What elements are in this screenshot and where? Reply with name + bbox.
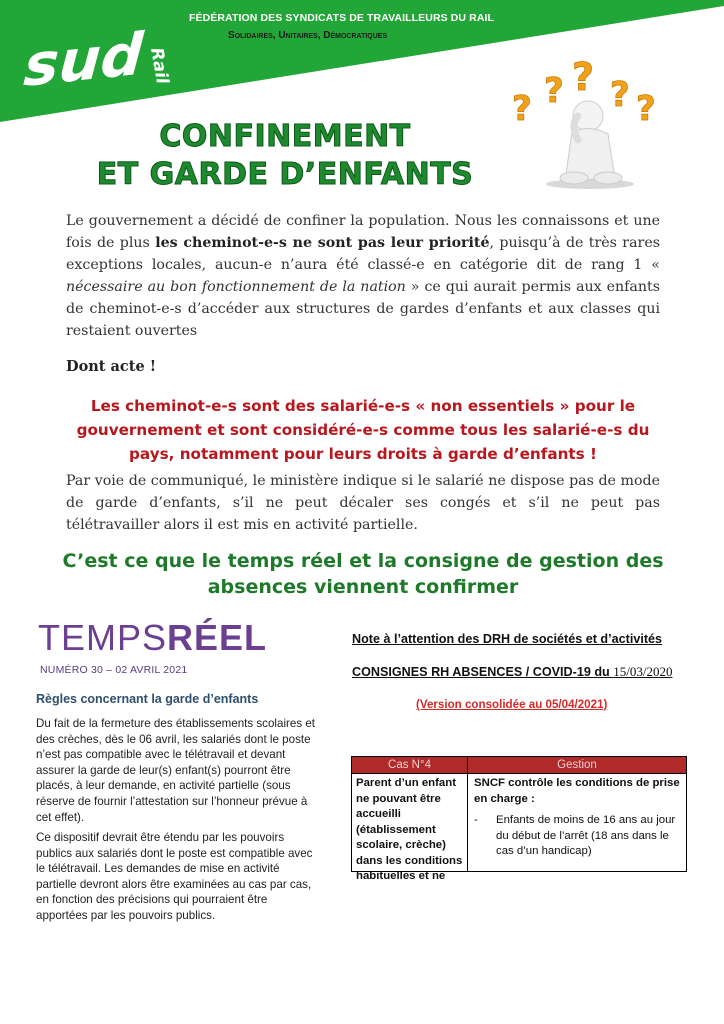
svg-text:?: ? [636,89,656,129]
note-title: Note à l’attention des DRH de sociétés et d’activités [352,632,663,646]
intro-bold: les cheminot-e-s ne sont pas leur priorité [155,235,490,251]
ministry-paragraph: Par voie de communiqué, le ministère indique si le salarié ne dispose pas de mode de garde d’enfants, s’il ne peut décaler ses congés et s’il ne peut pas télétravailler alors il est mis en activité partielle. [66,473,660,533]
temps-reel-logo [38,618,267,658]
temps-reel-issue: NUMÉRO 30 – 02 AVRIL 2021 [40,664,188,676]
intro-text-2: , puisqu’à de très rares exceptions locales, aucun-e n’aura été classé-e en catégorie dit de rang 1 « [66,235,661,273]
consignes-label: CONSIGNES RH ABSENCES / COVID-19 du [352,665,614,679]
dont-acte: Dont acte ! [66,358,157,375]
gestion-lead: SNCF contrôle les conditions de prise en charge : [474,777,680,805]
red-statement: Les cheminot-e-s sont des salarié-e-s « non essentiels » pour le gouvernement et sont considéré-e-s comme tous les salarié-e-s du pays, notamment pour leurs droits à garde d’enfants ! [76,397,650,463]
question-figure-icon [510,55,670,190]
title-line-2: ET GARDE D’ENFANTS [96,157,474,192]
gestion-bullet [474,813,680,860]
svg-text:?: ? [610,75,630,115]
bullet-dash: - [474,814,478,826]
svg-text:?: ? [512,89,532,129]
table-row [352,774,686,882]
intro-text-3: » ce qui aurait permis aux enfants de cheminot-e-s d’accéder aux structures de gardes d’enfants et aux classes qui restaient ouvertes [66,279,660,339]
temps-reel-logo-light: TEMPS [38,617,168,658]
temps-reel-paragraph-1: Du fait de la fermeture des établissements scolaires et des crèches, dès le 06 avril, les salariés dont le poste n’est pas compatible avec le télétravail et devant assurer la garde de leur(s) enfant(s) pourront être placés, à leur demande, en activité partielle (sous réserve de fournir l’attestation sur l’honneur prévue à cet effet). [36,717,316,824]
cas-table [351,756,687,882]
intro-text-1: Le gouvernement a décidé de confiner la population. Nous les connaissons et une fois de plus [66,213,660,251]
version-label: (Version consolidée au 05/04/2021) [416,698,608,711]
temps-reel-paragraph-2: Ce dispositif devrait être étendu par les pouvoirs publics aux salariés dont le poste est compatible avec le télétravail. Les demandes de mise en activité partielle devront alors être examinées au cas par cas, en fonction des précisions qui pourraient être apportées par les pouvoirs publics. [36,831,313,922]
federation-tagline: Solidaires, Unitaires, Démocratiques [228,30,388,41]
consignes-title [352,664,672,680]
gestion-cell [468,774,686,872]
sud-rail-logo [21,18,180,100]
intro-paragraph [66,210,660,342]
svg-text:?: ? [572,55,595,99]
table-header-row [352,757,686,774]
intro-italic: nécessaire au bon fonctionnement de la nation [66,279,406,295]
svg-text:?: ? [544,71,564,111]
title-line-1: CONFINEMENT [159,119,411,154]
temps-reel-logo-bold: RÉEL [167,617,268,658]
green-statement: C’est ce que le temps réel et la consigne de gestion des absences viennent confirmer [62,550,664,598]
header-gestion: Gestion [557,759,597,771]
temps-reel-heading: Règles concernant la garde d’enfants [36,692,259,706]
consignes-date: 15/03/2020 [613,664,673,679]
page-title [90,118,480,194]
logo-rail-text: Rail [146,46,173,86]
logo-sud-text: sud [21,20,146,100]
header-case: Cas N°4 [352,757,468,773]
federation-title: FÉDÉRATION DES SYNDICATS DE TRAVAILLEURS DU RAIL [189,12,495,24]
case-cell: Parent d’un enfant ne pouvant être accueilli (établissement scolaire, crèche) dans les conditions habituelles et ne [352,774,468,872]
bullet-text: Enfants de moins de 16 ans au jour du début de l’arrêt (18 ans dans le cas d’un handicap) [496,814,676,857]
